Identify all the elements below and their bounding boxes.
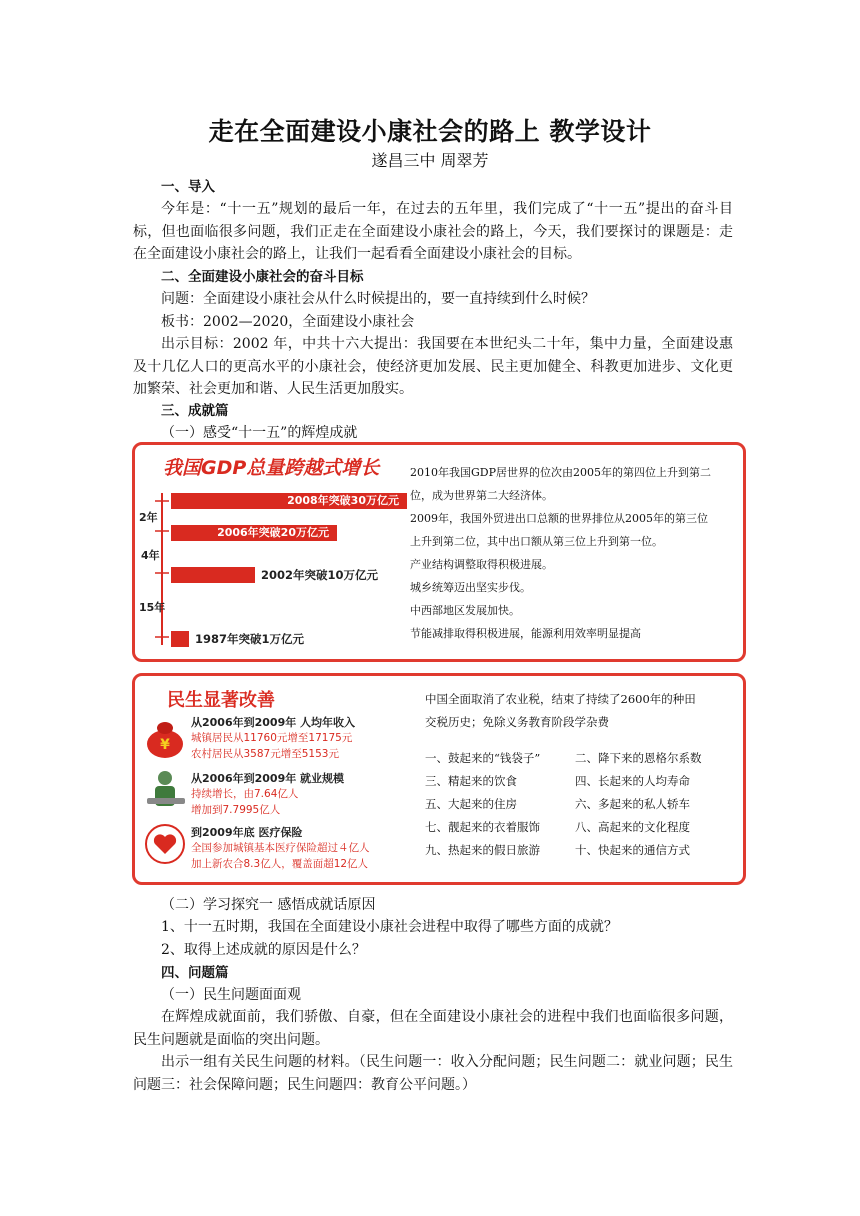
- section-1-heading: 一、导入: [161, 179, 215, 195]
- document-author: 遂昌三中 周翠芳: [371, 151, 489, 170]
- gdp-bar-2002: [171, 567, 255, 583]
- gdp-period-3: 15年: [139, 601, 166, 614]
- gdp-bar-label-2002: 2002年突破10万亿元: [261, 568, 379, 582]
- document-title: 走在全面建设小康社会的路上 教学设计: [208, 117, 652, 146]
- grid-item-10: 十、快起来的通信方式: [575, 843, 690, 857]
- gdp-note-7: 中西部地区发展加快。: [410, 604, 520, 617]
- grid-item-3: 三、精起来的饮食: [425, 774, 517, 788]
- section-4-paragraph-2: 出示一组有关民生问题的材料。（民生问题一：收入分配问题；民生问题二：就业问题；民生问题三：社会保障问题；民生问题四：教育公平问题。）: [133, 1054, 733, 1093]
- gdp-bar-1987: [171, 631, 189, 647]
- grid-item-5: 五、大起来的住房: [425, 797, 517, 811]
- gdp-bar-label-1987: 1987年突破1万亿元: [195, 632, 305, 646]
- section-2-goal: 出示目标：2002 年，中共十六大提出：我国要在本世纪头二十年，集中力量，全面建设惠及十几亿人口的更高水平的小康社会，使经济更加发展、民主更加健全、科教更加进步、文化更加繁荣、社会更加和谐、人民生活更加殷实。: [133, 336, 733, 397]
- gdp-note-6: 城乡统筹迈出坚实步伐。: [410, 581, 531, 594]
- gdp-note-2: 位，成为世界第二大经济体。: [410, 489, 553, 502]
- gdp-note-1: 2010年我国GDP居世界的位次由2005年的第四位上升到第二: [410, 466, 711, 479]
- gdp-period-2: 4年: [141, 549, 160, 562]
- section-3-heading: 三、成就篇: [161, 403, 229, 419]
- livelihood-employment-head: 从2006年到2009年 就业规模: [191, 772, 345, 785]
- livelihood-panel: [132, 673, 746, 885]
- svg-text:¥: ¥: [160, 737, 170, 753]
- section-2-heading: 二、全面建设小康社会的奋斗目标: [161, 269, 364, 285]
- livelihood-intro-1: 中国全面取消了农业税，结束了持续了2600年的种田: [425, 692, 696, 706]
- gdp-bar-2006: [171, 525, 337, 541]
- gdp-note-3: 2009年，我国外贸进出口总额的世界排位从2005年的第三位: [410, 512, 708, 525]
- gdp-panel-title: 我国GDP总量跨越式增长: [163, 457, 380, 479]
- livelihood-panel-title: 民生显著改善: [167, 690, 275, 711]
- heart-health-icon: [143, 822, 189, 866]
- section-4-sub-1: （一）民生问题面面观: [161, 987, 301, 1003]
- section-3-question-1: 1、十一五时期，我国在全面建设小康社会进程中取得了哪些方面的成就？: [161, 919, 618, 935]
- gdp-bar-label-2006: 2006年突破20万亿元: [217, 526, 329, 539]
- gdp-note-5: 产业结构调整取得积极进展。: [410, 558, 553, 571]
- worker-icon: [143, 768, 189, 812]
- livelihood-income-line-2: 农村居民从3587元增至5153元: [191, 748, 339, 760]
- grid-item-6: 六、多起来的私人轿车: [575, 797, 690, 811]
- gdp-bar-label-2008: 2008年突破30万亿元: [287, 494, 399, 507]
- money-bag-icon: [143, 716, 191, 760]
- livelihood-insurance-line-2: 加上新农合8.3亿人，覆盖面超12亿人: [191, 858, 369, 870]
- grid-item-2: 二、降下来的恩格尔系数: [575, 751, 702, 765]
- livelihood-insurance-line-1: 全国参加城镇基本医疗保险超过４亿人: [191, 842, 370, 854]
- grid-item-1: 一、鼓起来的“钱袋子”: [425, 751, 541, 765]
- grid-item-8: 八、高起来的文化程度: [575, 820, 690, 834]
- gdp-note-4: 上升到第二位，其中出口额从第三位上升到第一位。: [410, 535, 663, 548]
- section-4-heading: 四、问题篇: [161, 965, 229, 981]
- gdp-period-1: 2年: [139, 511, 158, 524]
- section-1-paragraph: 今年是：“十一五”规划的最后一年，在过去的五年里，我们完成了“十一五”提出的奋斗目标，但也面临很多问题，我们正走在全面建设小康社会的路上，今天，我们要探讨的课题是：走在全面建设小康社会的路上，让我们一起看看全面建设小康社会的目标。: [133, 201, 733, 262]
- section-3-question-2: 2、取得上述成就的原因是什么？: [161, 942, 366, 958]
- section-3-sub-2: （二）学习探究一 感悟成就话原因: [161, 897, 376, 913]
- livelihood-employment-line-2: 增加到7.7995亿人: [191, 804, 281, 816]
- gdp-bar-2008: [171, 493, 407, 509]
- livelihood-employment-line-1: 持续增长，由7.64亿人: [191, 788, 299, 800]
- section-3-sub-1: （一）感受“十一五”的辉煌成就: [161, 425, 358, 441]
- grid-item-4: 四、长起来的人均寿命: [575, 774, 690, 788]
- livelihood-insurance-head: 到2009年底 医疗保险: [191, 826, 303, 839]
- livelihood-income-head: 从2006年到2009年 人均年收入: [191, 716, 356, 729]
- grid-item-9: 九、热起来的假日旅游: [425, 843, 540, 857]
- gdp-panel: [132, 442, 746, 662]
- gdp-axis-svg: [135, 445, 415, 661]
- livelihood-income-line-1: 城镇居民从11760元增至17175元: [191, 732, 353, 744]
- section-2-board: 板书：2002—2020，全面建设小康社会: [161, 314, 415, 330]
- livelihood-intro-2: 交税历史；免除义务教育阶段学杂费: [425, 715, 609, 729]
- grid-item-7: 七、靓起来的衣着服饰: [425, 820, 540, 834]
- section-2-question: 问题：全面建设小康社会从什么时候提出的，要一直持续到什么时候？: [161, 291, 595, 307]
- gdp-note-8: 节能减排取得积极进展，能源利用效率明显提高: [410, 627, 641, 640]
- section-4-paragraph-1: 在辉煌成就面前，我们骄傲、自豪，但在全面建设小康社会的进程中我们也面临很多问题，民生问题就是面临的突出问题。: [133, 1009, 733, 1048]
